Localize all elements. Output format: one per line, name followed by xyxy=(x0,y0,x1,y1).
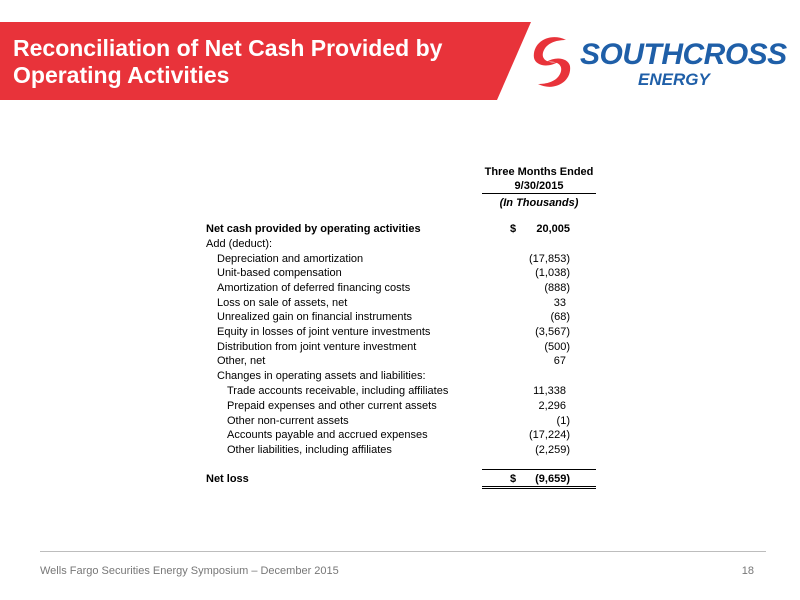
row-label: Prepaid expenses and other current assets xyxy=(227,400,437,412)
table-row xyxy=(206,266,596,280)
table-row xyxy=(206,414,596,428)
row-label: Other non-current assets xyxy=(227,415,349,427)
table-row-total xyxy=(206,472,596,486)
table-row xyxy=(206,443,596,457)
slide-title: Reconciliation of Net Cash Provided by Operating Activities xyxy=(13,35,443,88)
row-label: Net cash provided by operating activities xyxy=(206,223,421,235)
row-label: Amortization of deferred financing costs xyxy=(217,282,411,294)
row-value: (68) xyxy=(550,311,570,323)
row-value: (9,659) xyxy=(535,473,570,485)
row-label: Unrealized gain on financial instruments xyxy=(217,311,413,323)
row-value: 20,005 xyxy=(536,223,570,235)
table-row xyxy=(206,281,596,295)
table-row xyxy=(206,310,596,324)
row-label: Depreciation and amortization xyxy=(217,253,364,265)
column-header xyxy=(482,165,596,210)
row-value: (1) xyxy=(556,415,570,427)
double-underline xyxy=(482,488,596,489)
southcross-logo xyxy=(528,30,787,96)
row-value: (3,567) xyxy=(535,326,570,338)
table-row xyxy=(206,252,596,266)
row-label: Changes in operating assets and liabilities: xyxy=(217,370,426,382)
row-value: (17,853) xyxy=(529,253,570,265)
row-label: Other liabilities, including affiliates xyxy=(227,444,392,456)
footer-divider xyxy=(40,551,766,552)
row-label: Equity in losses of joint venture investments xyxy=(217,326,431,338)
table-row xyxy=(206,384,596,398)
double-underline xyxy=(482,486,596,487)
row-value: (1,038) xyxy=(535,267,570,279)
logo-swirl-icon xyxy=(528,32,576,92)
logo-subword: ENERGY xyxy=(638,70,710,89)
table-row xyxy=(206,222,596,236)
table-row xyxy=(206,428,596,442)
column-header-units: (In Thousands) xyxy=(499,197,579,209)
row-value: 2,296 xyxy=(538,400,566,412)
table-row xyxy=(206,399,596,413)
footer-caption: Wells Fargo Securities Energy Symposium – December 2015 xyxy=(40,565,339,577)
table-row xyxy=(206,369,596,383)
row-value: 33 xyxy=(553,297,566,309)
table-row xyxy=(206,296,596,310)
row-label: Accounts payable and accrued expenses xyxy=(227,429,428,441)
row-label: Other, net xyxy=(217,355,266,367)
column-header-period: Three Months Ended xyxy=(484,166,594,178)
table-row xyxy=(206,237,596,251)
page-number: 18 xyxy=(741,565,754,577)
logo-wordmark: SOUTHCROSS xyxy=(580,38,787,71)
row-value: 11,338 xyxy=(533,385,566,397)
dollar-sign: $ xyxy=(510,473,517,485)
column-header-date: 9/30/2015 xyxy=(482,179,596,194)
row-label: Distribution from joint venture investment xyxy=(217,341,417,353)
table-row xyxy=(206,354,596,368)
row-label: Unit-based compensation xyxy=(217,267,342,279)
row-value: (2,259) xyxy=(535,444,570,456)
row-value: (888) xyxy=(544,282,570,294)
row-label: Add (deduct): xyxy=(206,238,273,250)
total-rule xyxy=(482,469,596,470)
row-label: Trade accounts receivable, including affiliates xyxy=(227,385,449,397)
table-row xyxy=(206,340,596,354)
dollar-sign: $ xyxy=(510,223,517,235)
row-value: (500) xyxy=(544,341,570,353)
row-value: (17,224) xyxy=(529,429,570,441)
row-value: 67 xyxy=(553,355,566,367)
row-label: Loss on sale of assets, net xyxy=(217,297,348,309)
table-row xyxy=(206,325,596,339)
row-label: Net loss xyxy=(206,473,249,485)
